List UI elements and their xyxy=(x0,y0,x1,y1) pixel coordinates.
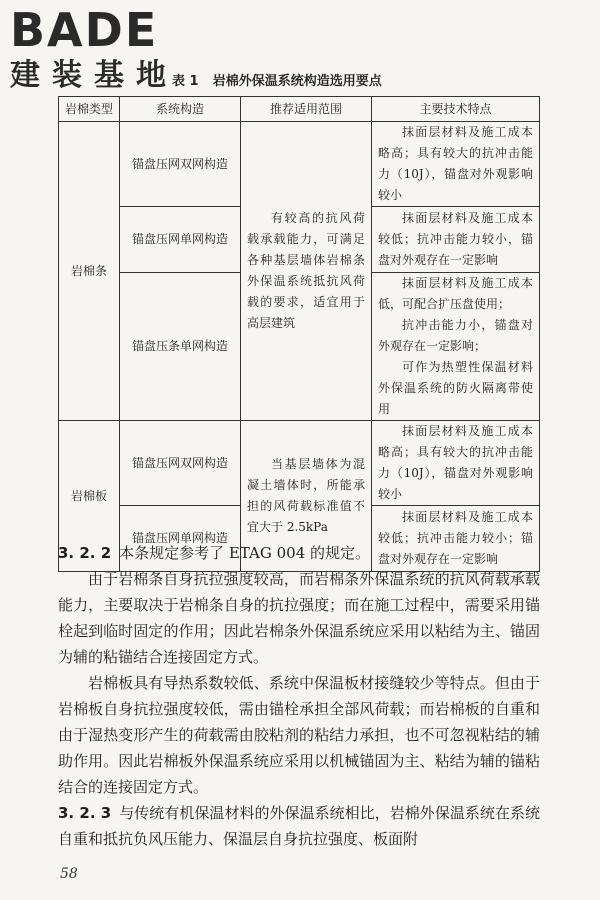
system-cell: 锚盘压网双网构造 xyxy=(120,122,241,207)
feature-text: 抹面层材料及施工成本较低；抗冲击能力较小；锚盘对外观存在一定影响 xyxy=(378,510,533,566)
logo-chinese: 建装基地 xyxy=(10,58,178,93)
paragraph: 由于岩棉条自身抗拉强度较高，而岩棉条外保温系统的抗风荷载承载能力，主要取决于岩棉条自身的抗拉强度；而在施工过程中，需要采用锚栓起到临时固定的作用；因此岩棉条外保温系统应采用以粘结为主、锚固为辅的粘锚结合连接固定方式。 xyxy=(58,570,540,666)
table-caption xyxy=(172,70,392,89)
system-cell: 锚盘压网单网构造 xyxy=(120,506,241,572)
table-number: 表 1 xyxy=(172,74,199,89)
type-cell: 岩棉板 xyxy=(59,421,120,572)
system-cell: 锚盘压条单网构造 xyxy=(120,273,241,421)
feature-text: 抹面层材料及施工成本略高；具有较大的抗冲击能力（10J），锚盘对外观影响较小 xyxy=(378,424,533,501)
logo-english: BADE xyxy=(10,3,159,57)
header-features: 主要技术特点 xyxy=(372,97,540,122)
system-cell: 锚盘压网双网构造 xyxy=(120,421,241,506)
paragraph: 岩棉板具有导热系数较低、系统中保温板材接缝较少等特点。但由于岩棉板自身抗拉强度较低，需由锚栓承担全部风荷载；而岩棉板的自重和由于湿热变形产生的荷载需由胶粘剂的粘结力承担，也不可忽视粘结的辅助作用。因此岩棉板外保温系统应采用以机械锚固为主、粘结为辅的锚粘结合的连接固定方式。 xyxy=(58,674,540,796)
section-3-2-3 xyxy=(58,800,540,852)
scope-text: 当基层墙体为混凝土墙体时，所能承担的风荷载标准值不宜大于 2.5kPa xyxy=(247,457,365,534)
section-3-2-2 xyxy=(58,540,540,566)
features-cell xyxy=(372,273,540,421)
type-cell: 岩棉条 xyxy=(59,122,120,421)
section-text: 与传统有机保温材料的外保温系统相比，岩棉外保温系统在系统自重和抵抗负风压能力、保温层自身抗拉强度、板面附 xyxy=(58,804,540,848)
header-scope: 推荐适用范围 xyxy=(241,97,372,122)
scope-cell xyxy=(241,122,372,421)
section-text: 本条规定参考了 ETAG 004 的规定。 xyxy=(119,544,371,562)
logo xyxy=(10,4,178,94)
feature-text: 可作为热塑性保温材料外保温系统的防火隔离带使用 xyxy=(378,360,533,416)
feature-text: 抗冲击能力小，锚盘对外观存在一定影响； xyxy=(378,318,533,353)
header-system: 系统构造 xyxy=(120,97,241,122)
features-cell xyxy=(372,122,540,207)
features-cell xyxy=(372,421,540,506)
spec-table xyxy=(58,96,540,572)
page-number: 58 xyxy=(60,866,78,882)
header-type: 岩棉类型 xyxy=(59,97,120,122)
feature-text: 抹面层材料及施工成本低，可配合扩压盘使用； xyxy=(378,276,533,311)
feature-text: 抹面层材料及施工成本较低；抗冲击能力较小，锚盘对外观存在一定影响 xyxy=(378,211,533,267)
table-row xyxy=(59,421,540,506)
section-number: 3. 2. 3 xyxy=(58,804,112,822)
section-number: 3. 2. 2 xyxy=(58,544,112,562)
table-header-row xyxy=(59,97,540,122)
system-cell: 锚盘压网单网构造 xyxy=(120,207,241,273)
table-row xyxy=(59,122,540,207)
features-cell xyxy=(372,207,540,273)
table-title: 岩棉外保温系统构造选用要点 xyxy=(212,74,382,89)
feature-text: 抹面层材料及施工成本略高；具有较大的抗冲击能力（10J），锚盘对外观影响较小 xyxy=(378,125,533,202)
scope-text: 有较高的抗风荷载承载能力，可满足各种基层墙体岩棉条外保温系统抵抗风荷载的要求，适宜用于高层建筑 xyxy=(247,211,365,330)
body-text xyxy=(58,540,540,852)
